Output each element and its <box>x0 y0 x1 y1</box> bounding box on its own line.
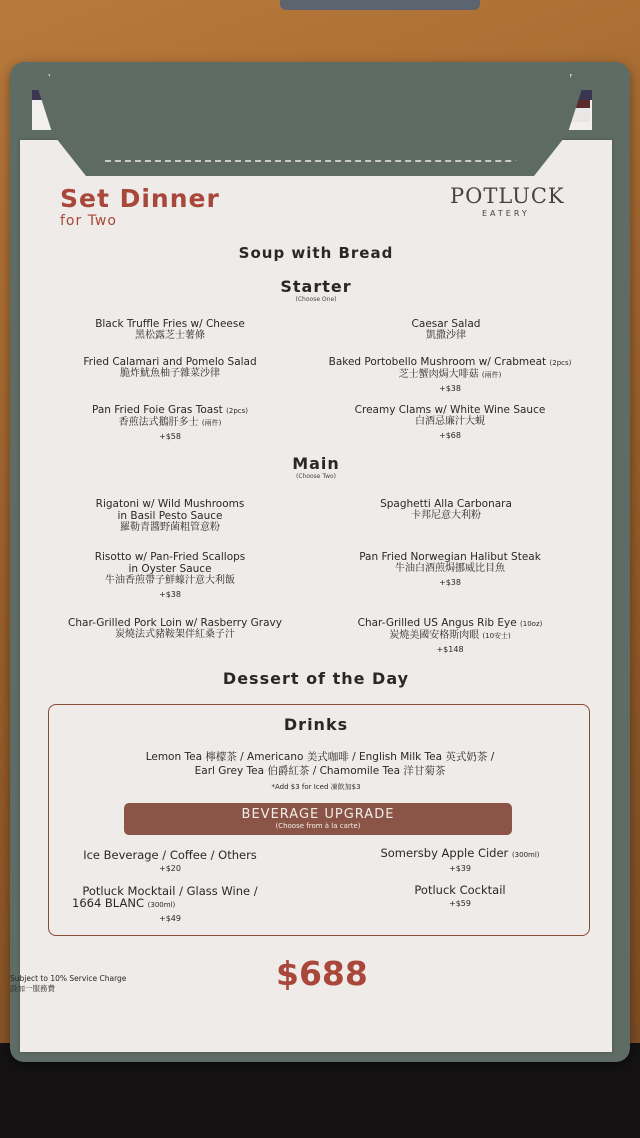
starter-item: Baked Portobello Mushroom w/ Crabmeat (2pcs) 芝士蟹肉焗大啡菇 (兩件) +$38 <box>310 356 590 395</box>
object-on-table <box>280 0 480 10</box>
item-price: +$58 <box>159 432 181 441</box>
upgrade-item: Potluck Cocktail +$59 <box>330 884 590 910</box>
dessert-heading: Dessert of the Day <box>222 669 410 688</box>
service-charge-note: Subject to 10% Service Charge 設加一服務費 <box>10 974 127 993</box>
flap-stitching <box>48 74 572 162</box>
main-note: (Choose Two) <box>296 473 336 480</box>
item-price: +$38 <box>159 590 181 599</box>
brand-logo-sub: EATERY <box>482 209 530 218</box>
starter-item: Black Truffle Fries w/ Cheese 黑松露芝士薯條 <box>95 318 245 341</box>
menu-title: Set Dinner <box>60 184 220 213</box>
upgrade-item: Ice Beverage / Coffee / Others +$20 <box>40 849 300 875</box>
drinks-heading: Drinks <box>283 715 349 734</box>
main-item: Spaghetti Alla Carbonara 卡邦尼意大利粉 <box>380 498 512 521</box>
upgrade-item: Somersby Apple Cider (300ml) +$39 <box>330 847 590 875</box>
set-price: $688 <box>276 954 368 993</box>
beverage-upgrade-banner: BEVERAGE UPGRADE (Choose from à la carte) <box>124 803 512 835</box>
menu-subtitle: for Two <box>60 213 117 229</box>
soup-heading: Soup with Bread <box>238 244 394 262</box>
starter-heading: Starter <box>280 277 352 296</box>
starter-item: Fried Calamari and Pomelo Salad 脆炸魷魚柚子雜菜沙律 <box>83 356 257 379</box>
item-price: +$38 <box>439 384 461 393</box>
brand-logo: POTLUCK <box>450 184 565 208</box>
upgrade-item: Potluck Mocktail / Glass Wine / 1664 BLANC (300ml) +$49 <box>40 885 300 925</box>
main-item: Risotto w/ Pan-Fried Scallops in Oyster Sauce 牛油香煎帶子鮮蠔汁意大利飯 +$38 <box>40 551 300 601</box>
main-heading: Main <box>292 454 340 473</box>
item-price: +$148 <box>436 645 464 654</box>
item-price: +$49 <box>159 914 181 923</box>
item-price: +$59 <box>449 899 471 908</box>
main-item: Char-Grilled Pork Loin w/ Rasberry Gravy 炭燒法式豬鞍架伴紅桑子汁 <box>68 617 282 640</box>
menu-page <box>10 140 612 1052</box>
starter-item: Pan Fried Foie Gras Toast (2pcs) 香煎法式鵝肝多士 (兩件) +$58 <box>40 404 300 443</box>
item-price: +$20 <box>159 864 181 873</box>
starter-item: Creamy Clams w/ White Wine Sauce 白酒忌廉汁大蜆 +$68 <box>310 404 590 442</box>
drinks-list: Lemon Tea 檸檬茶 / Americano 美式咖啡 / English Milk Tea 英式奶茶 / Earl Grey Tea 伯爵紅茶 / Chamomile Tea 洋甘菊茶 <box>145 751 495 777</box>
item-price: +$39 <box>449 864 471 873</box>
main-item: Pan Fried Norwegian Halibut Steak 牛油白酒煎焗挪威比目魚 +$38 <box>310 551 590 589</box>
iced-note: *Add $3 for Iced 凍飲加$3 <box>271 783 361 791</box>
main-item: Rigatoni w/ Wild Mushrooms in Basil Pesto Sauce 羅勒青醬野菌粗管意粉 <box>95 498 245 533</box>
item-price: +$38 <box>439 578 461 587</box>
starter-item: Caesar Salad 凱撒沙律 <box>411 318 481 341</box>
starter-note: (Choose One) <box>295 296 337 303</box>
item-price: +$68 <box>439 431 461 440</box>
main-item: Char-Grilled US Angus Rib Eye (10oz) 炭燒美國安格斯肉眼 (10安士) +$148 <box>310 617 590 656</box>
